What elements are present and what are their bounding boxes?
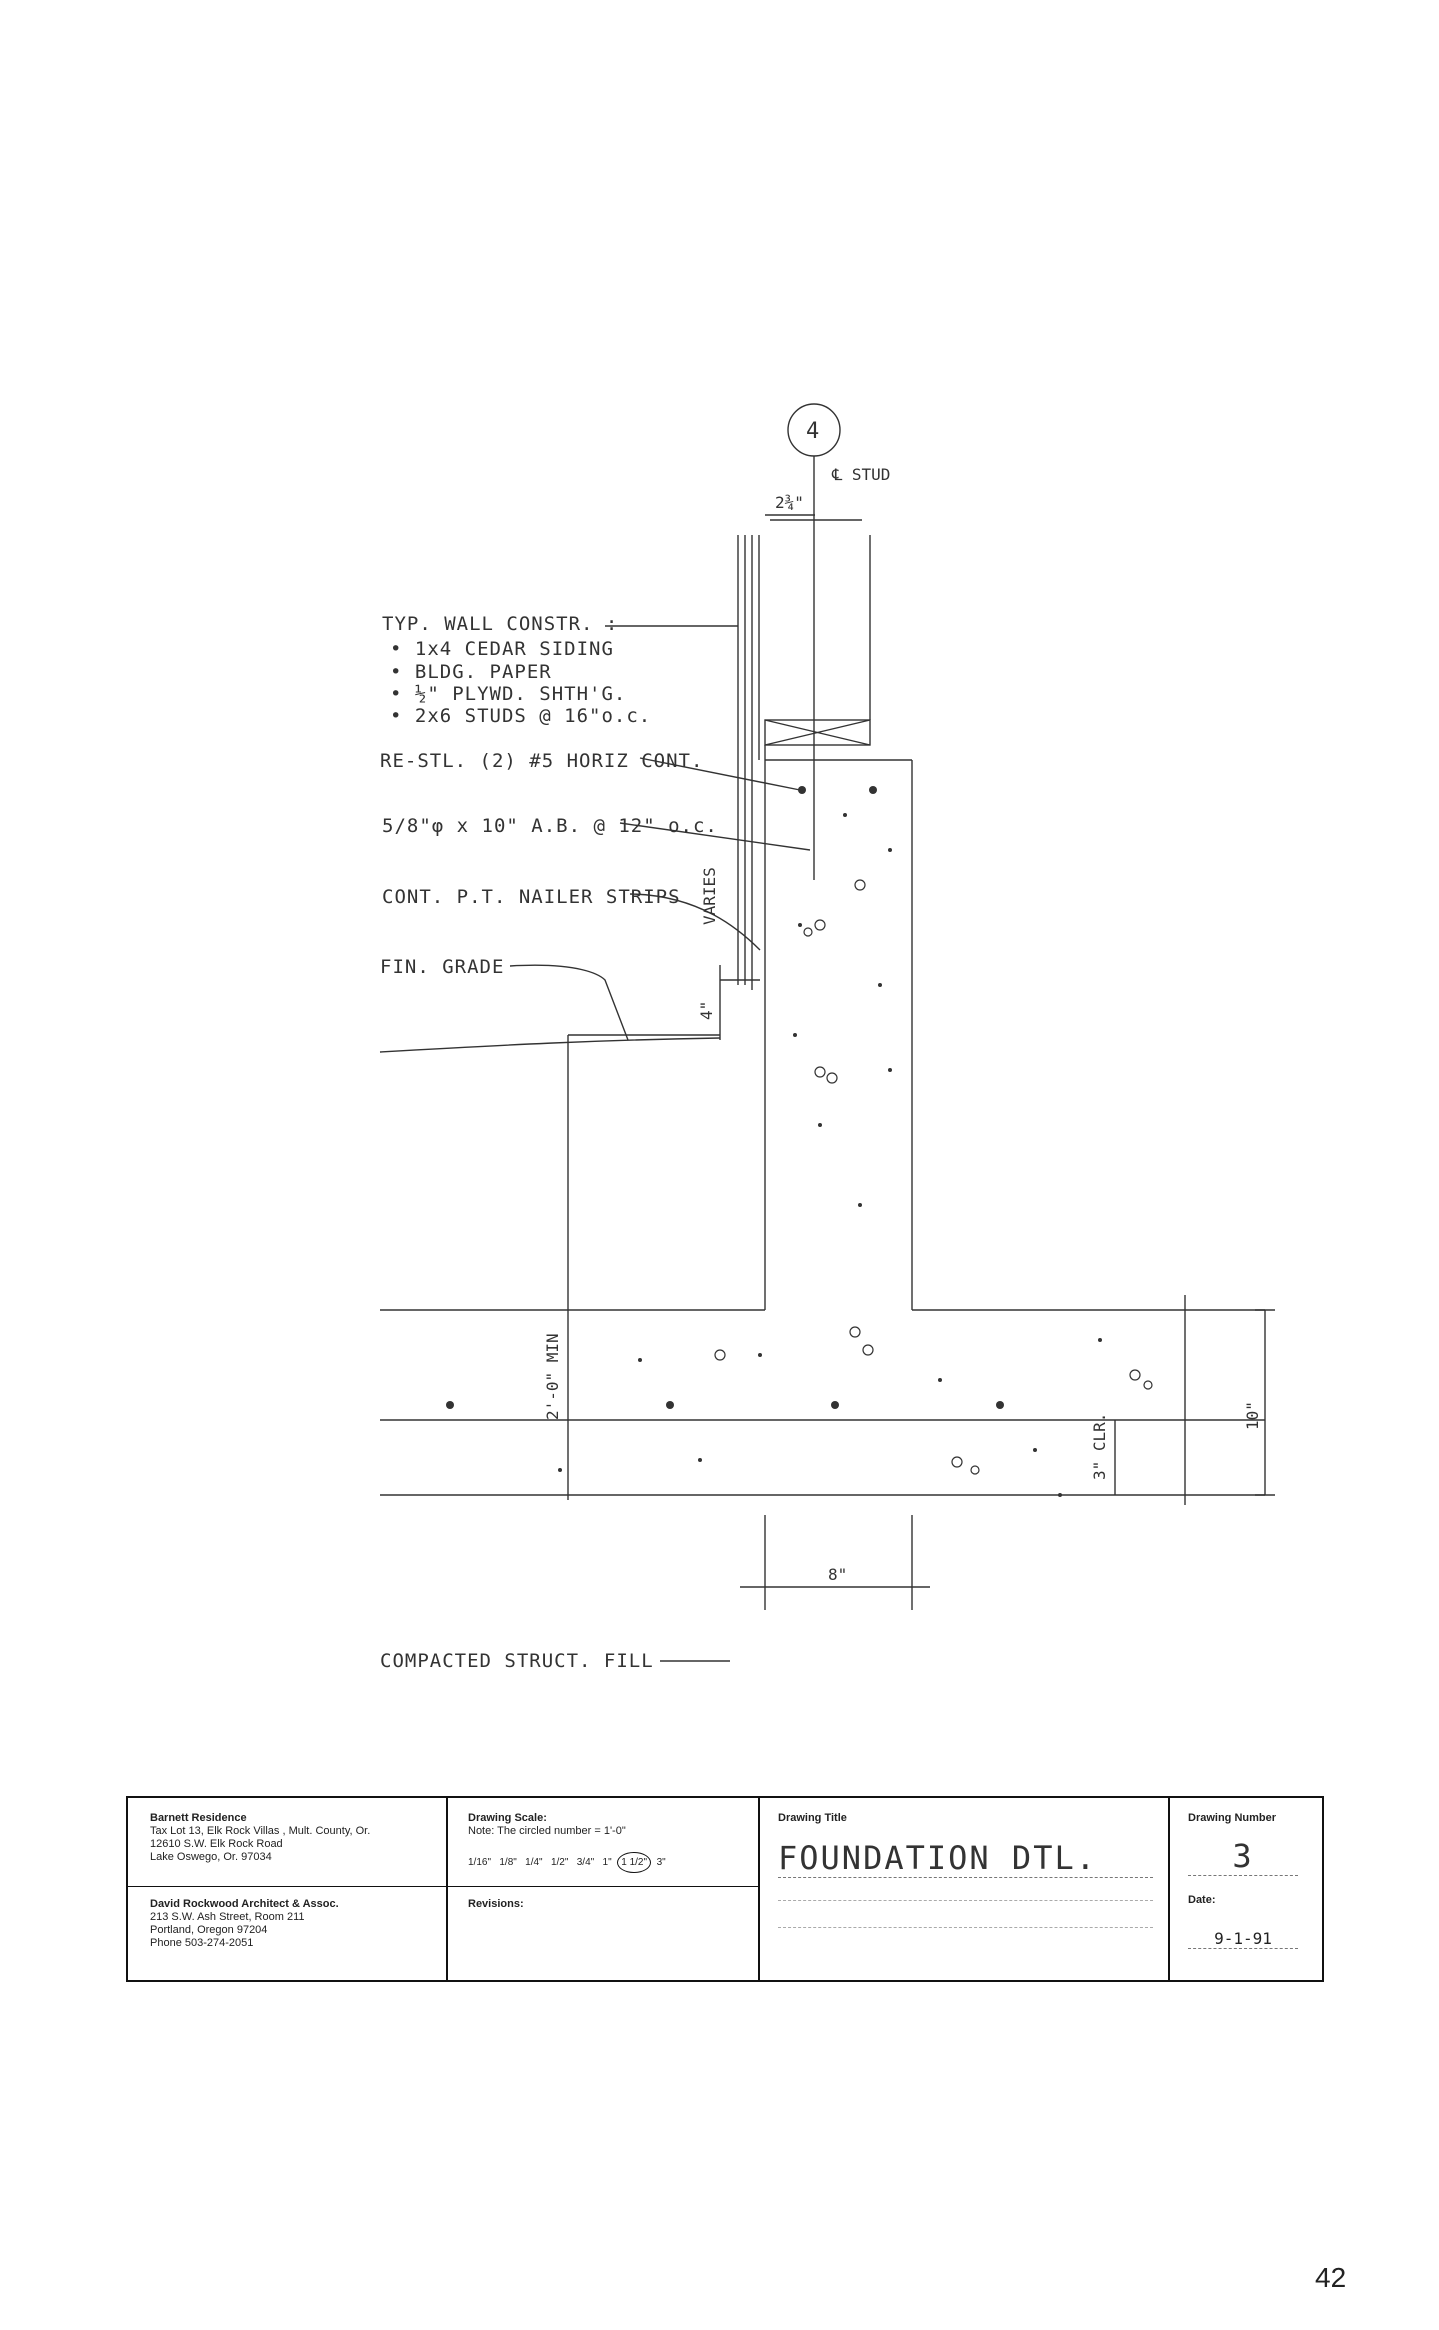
- fill-label: COMPACTED STRUCT. FILL: [380, 1650, 654, 1672]
- fin-grade-label: FIN. GRADE: [380, 956, 505, 978]
- project-line: Lake Oswego, Or. 97034: [150, 1851, 272, 1863]
- wall-constr-item: • BLDG. PAPER: [390, 661, 552, 683]
- drawing-number: 3: [1188, 1837, 1298, 1876]
- nailer-label: CONT. P.T. NAILER STRIPS: [382, 886, 681, 908]
- clearance-label: 3" CLR.: [1090, 1412, 1109, 1480]
- rebar-dot: [446, 1401, 454, 1409]
- scale-option: 1/8": [499, 1857, 517, 1868]
- drawing-number-label: Drawing Number: [1188, 1812, 1277, 1824]
- drawing-title: FOUNDATION DTL.: [778, 1839, 1153, 1878]
- scale-option: 3": [656, 1857, 666, 1868]
- architect-line: Portland, Oregon 97204: [150, 1924, 268, 1936]
- drawing-scale: [468, 1812, 753, 1873]
- page-number: 42: [1315, 2262, 1347, 2293]
- wall-constr-item: • ½" PLYWD. SHTH'G.: [390, 683, 627, 705]
- revisions-label: Revisions:: [468, 1898, 524, 1910]
- drawing-scale-note: Note: The circled number = 1'-0": [468, 1825, 626, 1837]
- date-label: Date:: [1188, 1894, 1216, 1906]
- revisions: [468, 1898, 753, 1911]
- scale-option: 1/16": [468, 1857, 492, 1868]
- drawing-date: 9-1-91: [1188, 1929, 1298, 1949]
- scale-option: 1/2": [550, 1857, 569, 1868]
- project-line: Tax Lot 13, Elk Rock Villas , Mult. County, Or.: [150, 1825, 371, 1837]
- architect-name: David Rockwood Architect & Assoc.: [150, 1898, 339, 1910]
- stud-label: ℄ STUD: [832, 465, 891, 484]
- min-depth-label: 2'-0" MIN: [543, 1333, 562, 1420]
- footing-thickness-label: 10": [1243, 1401, 1262, 1430]
- drawing-scale-label: Drawing Scale:: [468, 1812, 547, 1824]
- wall-constr-item: • 1x4 CEDAR SIDING: [390, 638, 614, 660]
- detail-marker-number: 4: [806, 419, 820, 444]
- stud-dim-label: 2¾": [775, 493, 804, 512]
- drawing-number-cell: [1188, 1812, 1318, 1949]
- project-name: Barnett Residence: [150, 1812, 247, 1824]
- architect-line: 213 S.W. Ash Street, Room 211: [150, 1911, 305, 1923]
- architect-info: [150, 1898, 440, 1950]
- title-block: [126, 1796, 1324, 1982]
- architect-line: Phone 503-274-2051: [150, 1937, 254, 1949]
- scale-option: 1": [602, 1857, 612, 1868]
- varies-label: VARIES: [700, 867, 719, 925]
- stem-width-label: 8": [828, 1565, 848, 1584]
- wall-constr-label: TYP. WALL CONSTR. :: [382, 613, 619, 635]
- project-info: [150, 1812, 440, 1864]
- anchor-bolt-label: 5/8"φ x 10" A.B. @ 12" o.c.: [382, 815, 718, 837]
- scale-option: 1/4": [525, 1857, 543, 1868]
- project-line: 12610 S.W. Elk Rock Road: [150, 1838, 283, 1850]
- wall-constr-item: • 2x6 STUDS @ 16"o.c.: [390, 705, 652, 727]
- drawing-title-cell: [778, 1812, 1163, 1928]
- rebar-dot: [798, 786, 806, 794]
- drawing-title-label: Drawing Title: [778, 1812, 847, 1824]
- scale-option: 3/4": [576, 1857, 595, 1868]
- rebar-dot: [869, 786, 877, 794]
- rebar-dot: [666, 1401, 674, 1409]
- scale-option-selected: 1 1/2": [617, 1852, 651, 1873]
- rebar-dot: [996, 1401, 1004, 1409]
- rebar-dot: [831, 1401, 839, 1409]
- four-inch-label: 4": [697, 1000, 716, 1020]
- rebar-label: RE-STL. (2) #5 HORIZ CONT.: [380, 750, 704, 772]
